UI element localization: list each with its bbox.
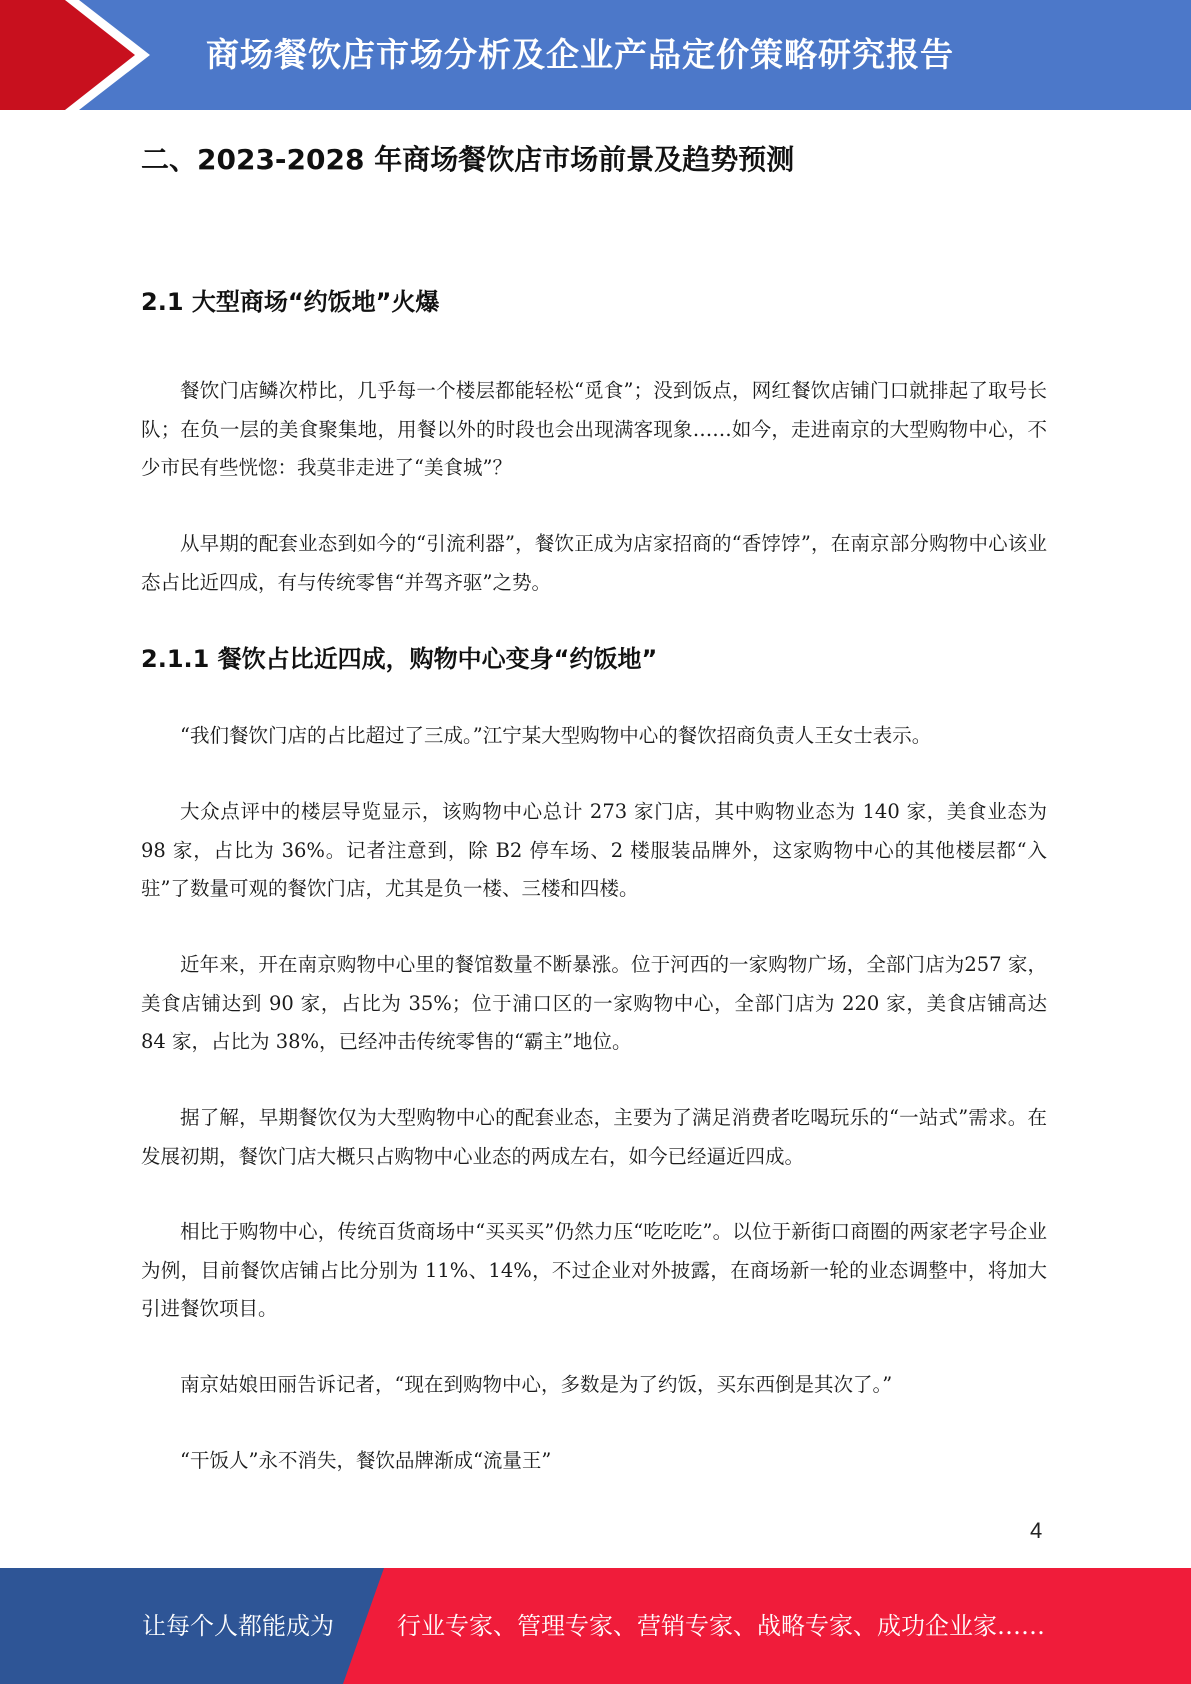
- paragraph: “我们餐饮门店的占比超过了三成。”江宁某大型购物中心的餐饮招商负责人王女士表示。: [180, 724, 932, 747]
- footer-slogan-left: 让每个人都能成为: [142, 1612, 334, 1640]
- subsection-heading-2-1: 2.1 大型商场“约饭地”火爆: [141, 288, 440, 316]
- footer-slogan-right: 行业专家、管理专家、营销专家、战略专家、成功企业家……: [397, 1612, 1045, 1640]
- subsection-heading-2-1-1: 2.1.1 餐饮占比近四成，购物中心变身“约饭地”: [141, 645, 658, 673]
- paragraph: 近年来，开在南京购物中心里的餐馆数量不断暴涨。位于河西的一家购物广场，全部门店为257 家，美食店铺达到 90 家，占比为 35%；位于浦口区的一家购物中心，全部门店为 220 家，美食店铺高达 84 家，占比为 38%，已经冲击传统零售的“霸主”地位。: [141, 953, 1047, 1053]
- paragraph: 餐饮门店鳞次栉比，几乎每一个楼层都能轻松“觅食”；没到饭点，网红餐饮店铺门口就排起了取号长队；在负一层的美食聚集地，用餐以外的时段也会出现满客现象……如今，走进南京的大型购物中心，不少市民有些恍惚：我莫非走进了“美食城”？: [141, 379, 1047, 479]
- paragraph: “干饭人”永不消失，餐饮品牌渐成“流量王”: [180, 1449, 552, 1472]
- paragraph: 相比于购物中心，传统百货商场中“买买买”仍然力压“吃吃吃”。以位于新街口商圈的两家老字号企业为例，目前餐饮店铺占比分别为 11%、14%，不过企业对外披露，在商场新一轮的业态调整中，将加大引进餐饮项目。: [141, 1220, 1047, 1320]
- report-header-banner: [0, 0, 1191, 110]
- report-title: 商场餐饮店市场分析及企业产品定价策略研究报告: [206, 35, 954, 74]
- paragraph: 南京姑娘田丽告诉记者，“现在到购物中心，多数是为了约饭，买东西倒是其次了。”: [180, 1373, 893, 1396]
- paragraph: 据了解，早期餐饮仅为大型购物中心的配套业态，主要为了满足消费者吃喝玩乐的“一站式”需求。在发展初期，餐饮门店大概只占购物中心业态的两成左右，如今已经逼近四成。: [141, 1106, 1047, 1168]
- paragraph: 从早期的配套业态到如今的“引流利器”，餐饮正成为店家招商的“香饽饽”，在南京部分购物中心该业态占比近四成，有与传统零售“并驾齐驱”之势。: [141, 532, 1047, 594]
- paragraph: 大众点评中的楼层导览显示，该购物中心总计 273 家门店，其中购物业态为 140 家，美食业态为 98 家，占比为 36%。记者注意到，除 B2 停车场、2 楼服装品牌外，这家购物中心的其他楼层都“入驻”了数量可观的餐饮门店，尤其是负一楼、三楼和四楼。: [141, 800, 1047, 900]
- section-heading: 二、2023-2028 年商场餐饮店市场前景及趋势预测: [141, 143, 795, 176]
- report-footer-banner: [0, 1568, 1191, 1684]
- page-number: 4: [1030, 1518, 1043, 1543]
